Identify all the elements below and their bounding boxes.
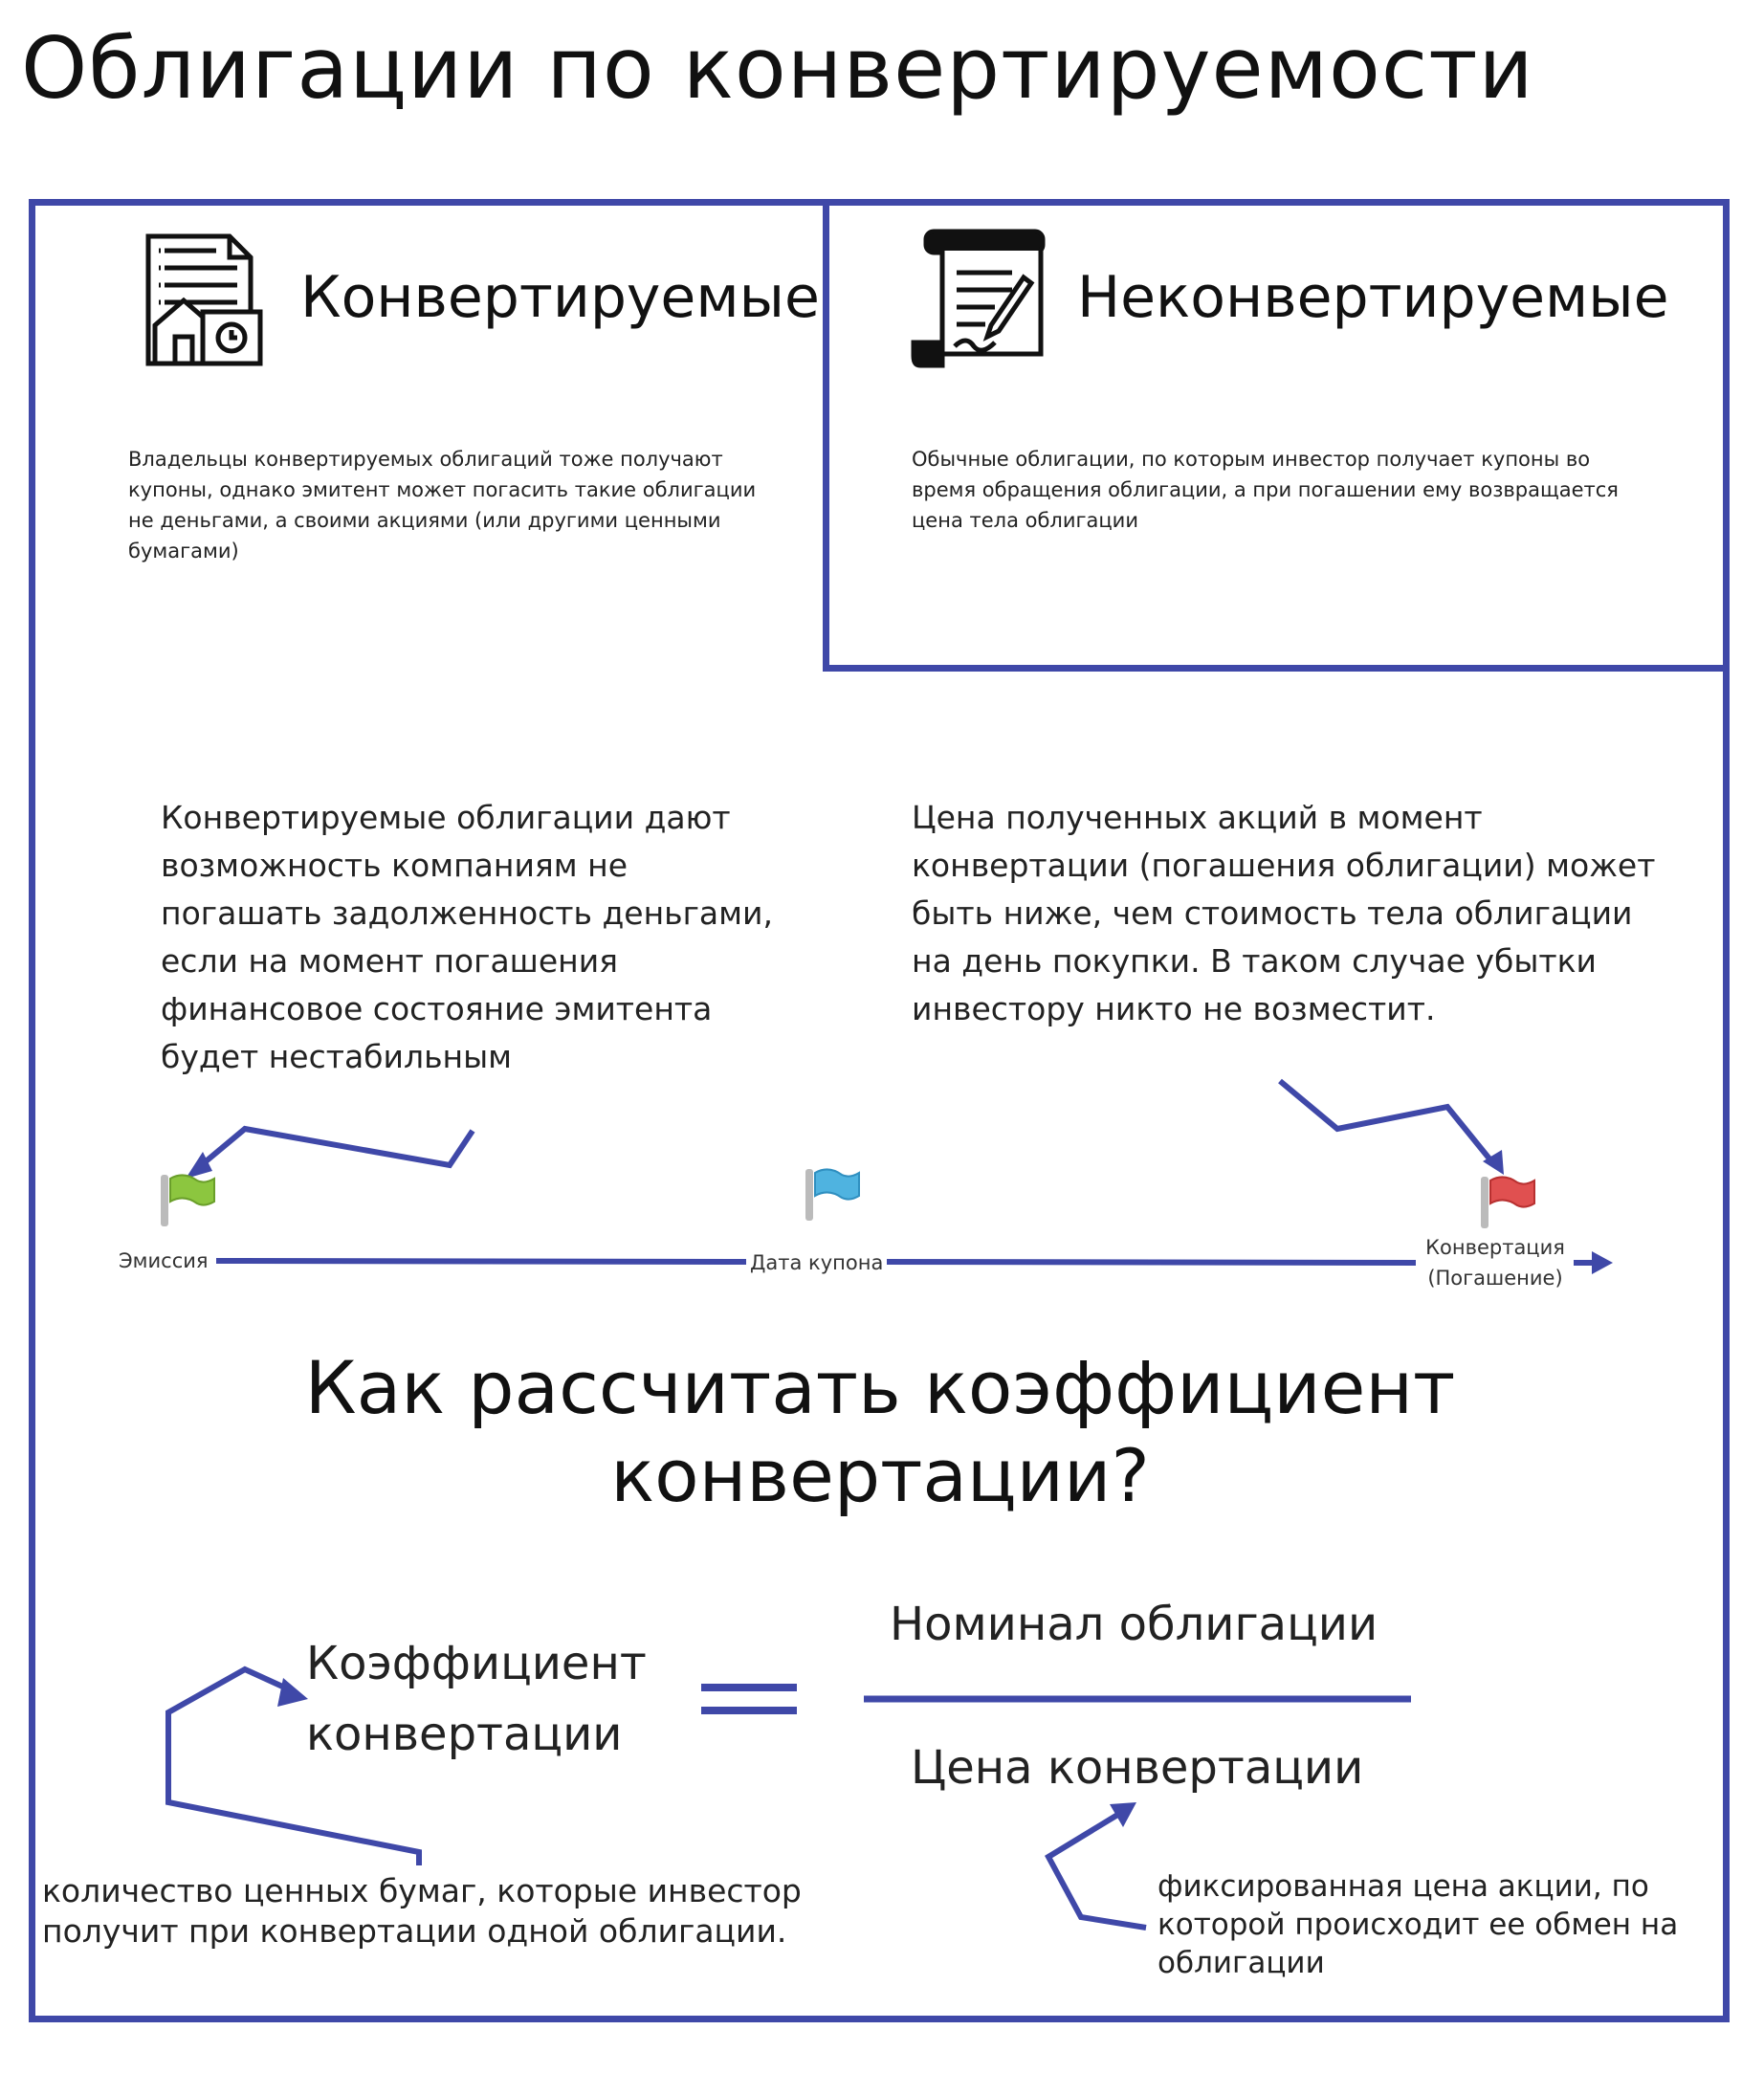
timeline-segment-2: [886, 1262, 1416, 1263]
risk-explanation: Цена полученных акций в момент конвертации (погашения облигации) может быть ниже, чем стоимость тела облигации на день покупки. В таком случае убытки инвестору никто не возместит.: [912, 799, 1656, 1027]
conversion-flag-icon: [1481, 1177, 1534, 1228]
timeline-label-conversion-line1: Конвертация: [1425, 1236, 1565, 1259]
price-note: фиксированная цена акции, по которой происходит ее обмен на облигации: [1158, 1869, 1679, 1980]
arrow-to-emission: [193, 1129, 473, 1172]
coupon-flag-icon: [805, 1169, 859, 1221]
document-house-icon: [148, 236, 260, 364]
timeline-label-coupon: Дата купона: [746, 1248, 887, 1277]
emission-flag-icon: [161, 1175, 214, 1226]
timeline-label-conversion: [1418, 1232, 1573, 1293]
coefficient-note: количество ценных бумаг, которые инвестор получит при конвертации одной облигации.: [42, 1872, 802, 1950]
timeline-segment-1: [216, 1261, 746, 1262]
arrow-to-conversion: [1280, 1081, 1492, 1162]
page-title: Облигации по конвертируемости: [21, 19, 1534, 118]
calc-title: Как рассчитать коэффициент конвертации?: [304, 1345, 1456, 1518]
non-convertible-description: Обычные облигации, по которым инвестор получает купоны во время обращения облигации, а при погашении ему возвращается цена тела облигации: [912, 448, 1619, 532]
timeline-arrow-head: [1592, 1251, 1613, 1274]
arrow-to-price: [1048, 1814, 1146, 1928]
timeline-label-conversion-line2: (Погашение): [1427, 1267, 1563, 1290]
convertible-title: Конвертируемые: [300, 264, 820, 331]
formula-denominator: Цена конвертации: [911, 1741, 1364, 1795]
non-convertible-title: Неконвертируемые: [1077, 264, 1669, 331]
formula-numerator: Номинал облигации: [890, 1598, 1378, 1651]
contract-signing-icon: [914, 232, 1043, 365]
convertible-description: Владельцы конвертируемых облигаций тоже получают купоны, однако эмитент может погасить такие облигации не деньгами, а своими акциями (или другими ценными бумагами): [128, 448, 757, 563]
timeline-label-emission: Эмиссия: [119, 1247, 214, 1275]
convertible-explanation: Конвертируемые облигации дают возможность компаниям не погашать задолженность деньгами, если на момент погашения финансовое состояние эмитента будет нестабильным: [161, 799, 773, 1075]
arrow-head-coefficient: [277, 1678, 308, 1707]
formula-coefficient: Коэффициент конвертации: [306, 1637, 647, 1761]
